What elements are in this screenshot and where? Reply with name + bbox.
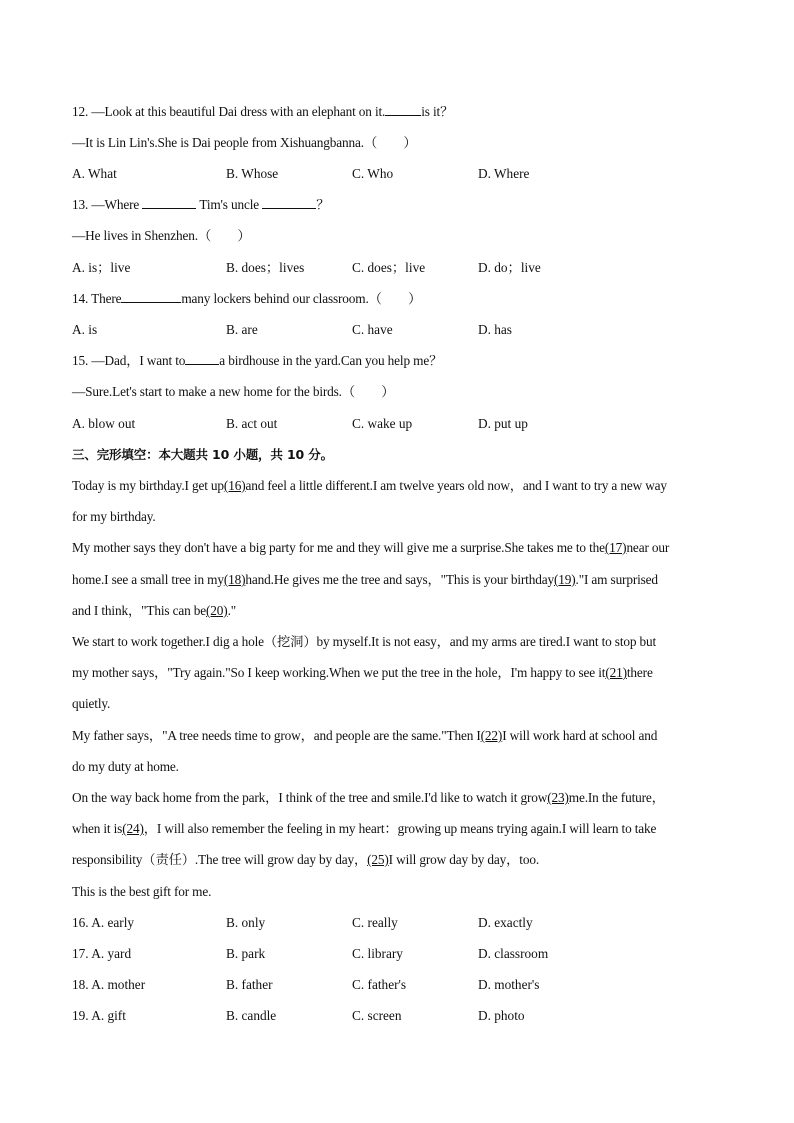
q14-option-b: B. are bbox=[226, 322, 258, 337]
blank-18: (18) bbox=[223, 572, 246, 587]
blank-25: (25) bbox=[367, 852, 389, 867]
blank-16: (16) bbox=[223, 478, 246, 493]
passage-line bbox=[72, 664, 653, 682]
passage-line bbox=[72, 789, 665, 807]
passage-text: near our bbox=[626, 540, 670, 555]
passage-text: ." bbox=[227, 603, 237, 618]
q14-option-d: D. has bbox=[478, 322, 512, 337]
q18-option-a: 18. A. mother bbox=[72, 977, 146, 992]
q12-response: —It is Lin Lin's.She is Dai people from Xishuangbanna.（ ） bbox=[72, 135, 417, 150]
q14-option-a: A. is bbox=[72, 322, 98, 337]
passage-text: I will work hard at school and bbox=[502, 728, 658, 743]
passage-text: ，I will also remember the feeling in my heart：growing up means trying again.I will learn to take bbox=[143, 821, 657, 836]
q12-answer-blank bbox=[385, 103, 421, 116]
q15-stem-text: 15. —Dad，I want to bbox=[72, 353, 186, 368]
blank-17: (17) bbox=[604, 540, 627, 555]
q14-stem bbox=[72, 290, 421, 308]
passage-text: Today is my birthday.I get up bbox=[72, 478, 224, 493]
passage-line bbox=[72, 820, 656, 838]
passage-text: my mother says，"Try again."So I keep working.When we put the tree in the hole，I'm happy to see it bbox=[72, 665, 606, 680]
q15-option-c: C. wake up bbox=[352, 416, 413, 431]
passage-line bbox=[72, 851, 539, 869]
q15-option-a: A. blow out bbox=[72, 416, 136, 431]
q13-option-b: B. does；lives bbox=[226, 260, 305, 275]
q12-option-d: D. Where bbox=[478, 166, 530, 181]
passage-text: there bbox=[626, 665, 653, 680]
passage-line: do my duty at home. bbox=[72, 759, 179, 774]
passage-line: This is the best gift for me. bbox=[72, 884, 212, 899]
passage-text: My mother says they don't have a big party for me and they will give me a surprise.She takes me to the bbox=[72, 540, 605, 555]
passage-line bbox=[72, 602, 236, 620]
section-heading-cloze: 三、完形填空：本大题共 10 小题，共 10 分。 bbox=[72, 447, 333, 462]
q14-stem-text: 14. There bbox=[72, 291, 122, 306]
q13-option-d: D. do；live bbox=[478, 260, 541, 275]
passage-line bbox=[72, 571, 658, 589]
q15-stem-text-end: a birdhouse in the yard.Can you help me？ bbox=[219, 353, 443, 368]
blank-23: (23) bbox=[547, 790, 569, 805]
passage-text: My father says，"A tree needs time to grow，and people are the same."Then I bbox=[72, 728, 481, 743]
q15-stem bbox=[72, 352, 442, 370]
passage-text: home.I see a small tree in my bbox=[72, 572, 224, 587]
q13-stem-text-end: ？ bbox=[316, 197, 330, 212]
q14-option-c: C. have bbox=[352, 322, 393, 337]
q13-stem-text-mid: Tim's uncle bbox=[199, 197, 260, 212]
q15-option-b: B. act out bbox=[226, 416, 278, 431]
q12-option-b: B. Whose bbox=[226, 166, 279, 181]
q15-response: —Sure.Let's start to make a new home for the birds.（ ） bbox=[72, 384, 395, 399]
q13-option-a: A. is；live bbox=[72, 260, 131, 275]
q19-option-c: C. screen bbox=[352, 1008, 402, 1023]
blank-19: (19) bbox=[553, 572, 576, 587]
q14-stem-text-end: many lockers behind our classroom.（ ） bbox=[181, 291, 422, 306]
q19-option-a: 19. A. gift bbox=[72, 1008, 126, 1023]
q14-answer-blank bbox=[121, 290, 181, 303]
passage-line bbox=[72, 539, 669, 557]
blank-21: (21) bbox=[605, 665, 627, 680]
q18-option-c: C. father's bbox=[352, 977, 407, 992]
passage-text: responsibility（责任）.The tree will grow day by day， bbox=[72, 852, 368, 867]
q16-option-c: C. really bbox=[352, 915, 398, 930]
q19-option-b: B. candle bbox=[226, 1008, 277, 1023]
q13-answer-blank-1 bbox=[142, 196, 196, 209]
blank-20: (20) bbox=[206, 603, 228, 618]
q16-option-b: B. only bbox=[226, 915, 266, 930]
q17-option-a: 17. A. yard bbox=[72, 946, 132, 961]
passage-text: ."I am surprised bbox=[575, 572, 658, 587]
passage-text: and I think，"This can be bbox=[72, 603, 207, 618]
passage-text: and feel a little different.I am twelve years old now，and I want to try a new way bbox=[245, 478, 667, 493]
passage-line: We start to work together.I dig a hole（挖洞）by myself.It is not easy，and my arms are tired.I want to stop but bbox=[72, 634, 657, 649]
passage-text: On the way back home from the park，I think of the tree and smile.I'd like to watch it grow bbox=[72, 790, 548, 805]
q12-stem-text: 12. —Look at this beautiful Dai dress with an elephant on it. bbox=[72, 104, 386, 119]
blank-24: (24) bbox=[122, 821, 144, 836]
passage-line: for my birthday. bbox=[72, 509, 156, 524]
q12-option-a: A. What bbox=[72, 166, 117, 181]
q17-option-c: C. library bbox=[352, 946, 403, 961]
q13-stem bbox=[72, 196, 329, 214]
passage-text: me.In the future， bbox=[568, 790, 665, 805]
passage-line: quietly. bbox=[72, 696, 111, 711]
q18-option-d: D. mother's bbox=[478, 977, 540, 992]
passage-line bbox=[72, 727, 657, 745]
q13-option-c: C. does；live bbox=[352, 260, 426, 275]
passage-text: hand.He gives me the tree and says，"This is your birthday bbox=[245, 572, 554, 587]
q12-option-c: C. Who bbox=[352, 166, 394, 181]
q12-stem bbox=[72, 103, 453, 121]
q15-option-d: D. put up bbox=[478, 416, 528, 431]
passage-text: I will grow day by day，too. bbox=[388, 852, 539, 867]
q18-option-b: B. father bbox=[226, 977, 273, 992]
blank-22: (22) bbox=[480, 728, 503, 743]
q12-stem-text-end: is it？ bbox=[421, 104, 454, 119]
q19-option-d: D. photo bbox=[478, 1008, 525, 1023]
q16-option-d: D. exactly bbox=[478, 915, 533, 930]
q13-response: —He lives in Shenzhen.（ ） bbox=[72, 228, 251, 243]
q17-option-d: D. classroom bbox=[478, 946, 549, 961]
passage-line bbox=[72, 477, 667, 495]
q13-stem-text: 13. —Where bbox=[72, 197, 140, 212]
q15-answer-blank bbox=[185, 352, 219, 365]
q13-answer-blank-2 bbox=[262, 196, 316, 209]
q16-option-a: 16. A. early bbox=[72, 915, 135, 930]
passage-text: when it is bbox=[72, 821, 123, 836]
q17-option-b: B. park bbox=[226, 946, 266, 961]
